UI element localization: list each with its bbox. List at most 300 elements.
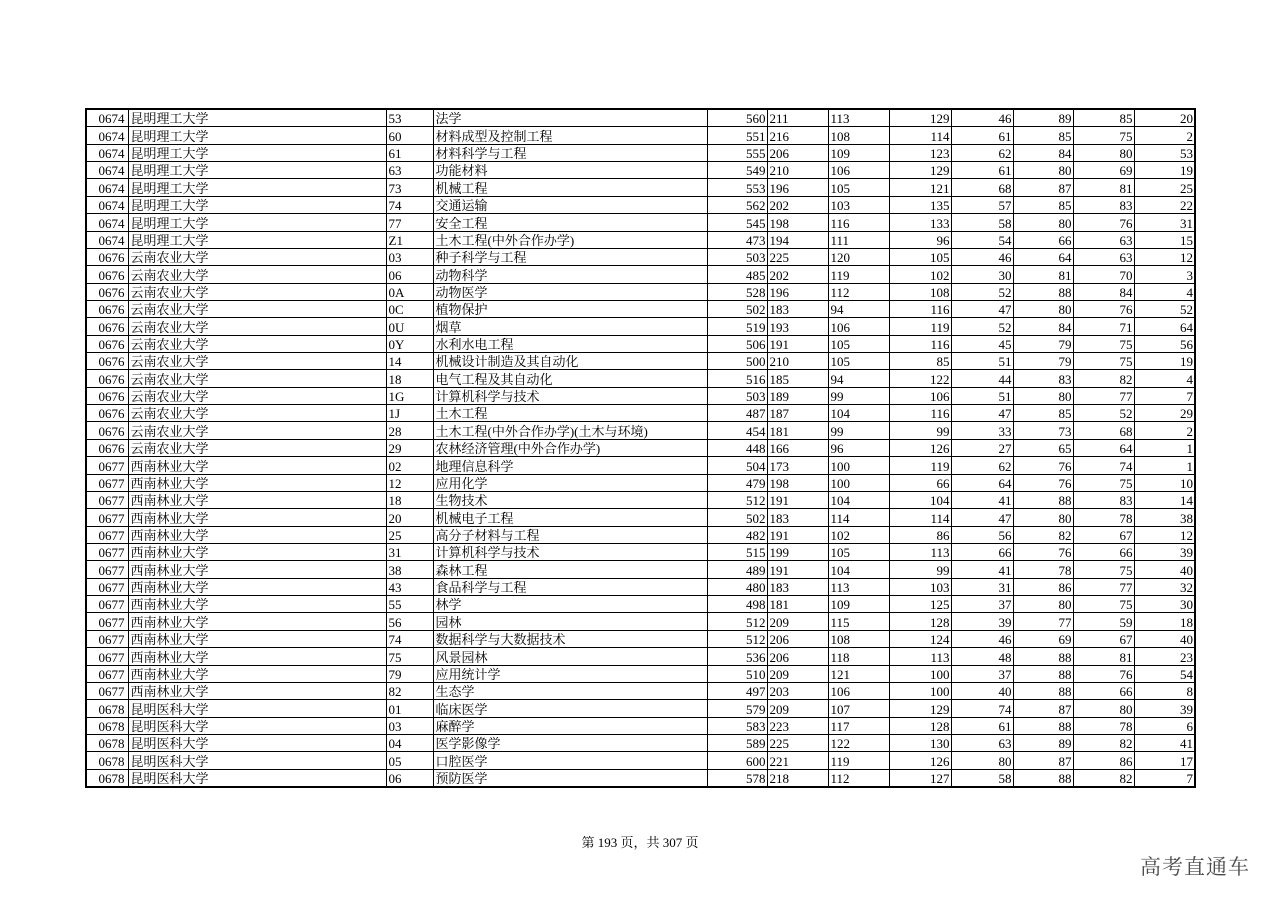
value-col12-cell: 39 xyxy=(1134,700,1195,717)
value-col6-cell: 202 xyxy=(767,266,828,283)
value-col6-cell: 198 xyxy=(767,474,828,491)
school-name-cell: 昆明医科大学 xyxy=(128,700,386,717)
value-col11-cell: 63 xyxy=(1073,231,1134,248)
school-code-cell: 0677 xyxy=(86,578,128,595)
value-col7-cell: 116 xyxy=(828,214,889,231)
major-code-cell: 82 xyxy=(386,682,433,699)
value-col6-cell: 225 xyxy=(767,734,828,751)
major-code-cell: 29 xyxy=(386,439,433,456)
value-col8-cell: 96 xyxy=(889,231,951,248)
value-col5-cell: 560 xyxy=(707,109,767,127)
value-col9-cell: 68 xyxy=(951,179,1013,196)
value-col5-cell: 497 xyxy=(707,682,767,699)
value-col8-cell: 127 xyxy=(889,769,951,787)
value-col10-cell: 88 xyxy=(1013,648,1073,665)
value-col12-cell: 19 xyxy=(1134,353,1195,370)
value-col12-cell: 12 xyxy=(1134,526,1195,543)
school-code-cell: 0676 xyxy=(86,370,128,387)
major-code-cell: 31 xyxy=(386,543,433,560)
value-col7-cell: 106 xyxy=(828,682,889,699)
value-col11-cell: 69 xyxy=(1073,162,1134,179)
value-col7-cell: 117 xyxy=(828,717,889,734)
value-col11-cell: 76 xyxy=(1073,214,1134,231)
table-row xyxy=(86,266,1195,283)
value-col12-cell: 53 xyxy=(1134,144,1195,161)
table-row xyxy=(86,648,1195,665)
school-name-cell: 昆明理工大学 xyxy=(128,231,386,248)
value-col7-cell: 105 xyxy=(828,543,889,560)
table-row xyxy=(86,231,1195,248)
school-code-cell: 0674 xyxy=(86,162,128,179)
value-col5-cell: 498 xyxy=(707,596,767,613)
major-name-cell: 烟草 xyxy=(433,318,707,335)
school-name-cell: 昆明医科大学 xyxy=(128,769,386,787)
school-name-cell: 西南林业大学 xyxy=(128,682,386,699)
value-col5-cell: 503 xyxy=(707,248,767,265)
value-col8-cell: 103 xyxy=(889,578,951,595)
school-code-cell: 0677 xyxy=(86,526,128,543)
major-name-cell: 生态学 xyxy=(433,682,707,699)
school-code-cell: 0676 xyxy=(86,439,128,456)
value-col11-cell: 75 xyxy=(1073,127,1134,144)
major-code-cell: 06 xyxy=(386,769,433,787)
value-col8-cell: 129 xyxy=(889,162,951,179)
value-col12-cell: 2 xyxy=(1134,422,1195,439)
school-name-cell: 西南林业大学 xyxy=(128,596,386,613)
value-col5-cell: 473 xyxy=(707,231,767,248)
value-col10-cell: 88 xyxy=(1013,717,1073,734)
value-col11-cell: 83 xyxy=(1073,196,1134,213)
table-row xyxy=(86,127,1195,144)
value-col11-cell: 74 xyxy=(1073,457,1134,474)
value-col9-cell: 54 xyxy=(951,231,1013,248)
school-name-cell: 云南农业大学 xyxy=(128,300,386,317)
school-name-cell: 西南林业大学 xyxy=(128,491,386,508)
value-col11-cell: 67 xyxy=(1073,526,1134,543)
value-col8-cell: 119 xyxy=(889,457,951,474)
value-col7-cell: 120 xyxy=(828,248,889,265)
value-col11-cell: 75 xyxy=(1073,335,1134,352)
value-col12-cell: 23 xyxy=(1134,648,1195,665)
major-name-cell: 材料科学与工程 xyxy=(433,144,707,161)
value-col12-cell: 7 xyxy=(1134,769,1195,787)
value-col8-cell: 99 xyxy=(889,561,951,578)
school-name-cell: 云南农业大学 xyxy=(128,370,386,387)
value-col7-cell: 109 xyxy=(828,596,889,613)
value-col10-cell: 85 xyxy=(1013,196,1073,213)
value-col7-cell: 104 xyxy=(828,491,889,508)
value-col6-cell: 206 xyxy=(767,630,828,647)
value-col5-cell: 479 xyxy=(707,474,767,491)
value-col11-cell: 78 xyxy=(1073,717,1134,734)
major-code-cell: 14 xyxy=(386,353,433,370)
value-col5-cell: 555 xyxy=(707,144,767,161)
table-row xyxy=(86,214,1195,231)
value-col9-cell: 63 xyxy=(951,734,1013,751)
value-col11-cell: 82 xyxy=(1073,370,1134,387)
value-col10-cell: 89 xyxy=(1013,734,1073,751)
value-col5-cell: 515 xyxy=(707,543,767,560)
value-col11-cell: 71 xyxy=(1073,318,1134,335)
table-row xyxy=(86,162,1195,179)
value-col11-cell: 82 xyxy=(1073,734,1134,751)
table-row xyxy=(86,700,1195,717)
value-col8-cell: 105 xyxy=(889,248,951,265)
value-col12-cell: 18 xyxy=(1134,613,1195,630)
major-name-cell: 预防医学 xyxy=(433,769,707,787)
major-name-cell: 林学 xyxy=(433,596,707,613)
school-code-cell: 0676 xyxy=(86,405,128,422)
value-col6-cell: 210 xyxy=(767,162,828,179)
value-col6-cell: 191 xyxy=(767,561,828,578)
major-code-cell: 03 xyxy=(386,248,433,265)
value-col9-cell: 41 xyxy=(951,491,1013,508)
school-code-cell: 0677 xyxy=(86,474,128,491)
value-col7-cell: 111 xyxy=(828,231,889,248)
value-col8-cell: 135 xyxy=(889,196,951,213)
value-col5-cell: 583 xyxy=(707,717,767,734)
major-code-cell: 20 xyxy=(386,509,433,526)
value-col9-cell: 58 xyxy=(951,214,1013,231)
value-col7-cell: 103 xyxy=(828,196,889,213)
major-code-cell: 75 xyxy=(386,648,433,665)
value-col11-cell: 81 xyxy=(1073,648,1134,665)
value-col8-cell: 126 xyxy=(889,439,951,456)
school-code-cell: 0678 xyxy=(86,752,128,769)
value-col9-cell: 56 xyxy=(951,526,1013,543)
value-col11-cell: 80 xyxy=(1073,144,1134,161)
value-col10-cell: 88 xyxy=(1013,682,1073,699)
table-row xyxy=(86,613,1195,630)
value-col9-cell: 45 xyxy=(951,335,1013,352)
table-body xyxy=(86,109,1195,787)
major-name-cell: 食品科学与工程 xyxy=(433,578,707,595)
school-code-cell: 0678 xyxy=(86,717,128,734)
school-name-cell: 昆明理工大学 xyxy=(128,144,386,161)
value-col12-cell: 4 xyxy=(1134,370,1195,387)
value-col11-cell: 66 xyxy=(1073,543,1134,560)
value-col7-cell: 100 xyxy=(828,457,889,474)
value-col12-cell: 6 xyxy=(1134,717,1195,734)
value-col10-cell: 89 xyxy=(1013,109,1073,127)
value-col5-cell: 528 xyxy=(707,283,767,300)
major-code-cell: 04 xyxy=(386,734,433,751)
value-col8-cell: 106 xyxy=(889,387,951,404)
major-code-cell: 18 xyxy=(386,491,433,508)
major-name-cell: 应用化学 xyxy=(433,474,707,491)
school-name-cell: 云南农业大学 xyxy=(128,405,386,422)
major-code-cell: 06 xyxy=(386,266,433,283)
table-row xyxy=(86,682,1195,699)
value-col9-cell: 64 xyxy=(951,474,1013,491)
school-code-cell: 0678 xyxy=(86,700,128,717)
school-code-cell: 0677 xyxy=(86,509,128,526)
value-col6-cell: 203 xyxy=(767,682,828,699)
value-col5-cell: 545 xyxy=(707,214,767,231)
school-code-cell: 0674 xyxy=(86,231,128,248)
school-code-cell: 0676 xyxy=(86,283,128,300)
school-name-cell: 云南农业大学 xyxy=(128,353,386,370)
value-col6-cell: 198 xyxy=(767,214,828,231)
value-col10-cell: 88 xyxy=(1013,491,1073,508)
major-name-cell: 地理信息科学 xyxy=(433,457,707,474)
value-col10-cell: 81 xyxy=(1013,266,1073,283)
school-name-cell: 西南林业大学 xyxy=(128,474,386,491)
value-col9-cell: 62 xyxy=(951,144,1013,161)
value-col6-cell: 183 xyxy=(767,509,828,526)
value-col8-cell: 116 xyxy=(889,405,951,422)
value-col12-cell: 3 xyxy=(1134,266,1195,283)
major-name-cell: 机械电子工程 xyxy=(433,509,707,526)
major-name-cell: 口腔医学 xyxy=(433,752,707,769)
value-col11-cell: 86 xyxy=(1073,752,1134,769)
major-name-cell: 应用统计学 xyxy=(433,665,707,682)
major-name-cell: 土木工程 xyxy=(433,405,707,422)
value-col6-cell: 173 xyxy=(767,457,828,474)
value-col8-cell: 102 xyxy=(889,266,951,283)
major-name-cell: 动物医学 xyxy=(433,283,707,300)
value-col11-cell: 85 xyxy=(1073,109,1134,127)
value-col6-cell: 187 xyxy=(767,405,828,422)
table-row xyxy=(86,769,1195,787)
school-name-cell: 云南农业大学 xyxy=(128,387,386,404)
major-name-cell: 临床医学 xyxy=(433,700,707,717)
value-col10-cell: 88 xyxy=(1013,769,1073,787)
major-name-cell: 土木工程(中外合作办学)(土木与环境) xyxy=(433,422,707,439)
value-col8-cell: 121 xyxy=(889,179,951,196)
value-col5-cell: 553 xyxy=(707,179,767,196)
value-col12-cell: 39 xyxy=(1134,543,1195,560)
value-col7-cell: 105 xyxy=(828,353,889,370)
value-col8-cell: 99 xyxy=(889,422,951,439)
table-row xyxy=(86,596,1195,613)
value-col9-cell: 61 xyxy=(951,162,1013,179)
major-code-cell: 74 xyxy=(386,196,433,213)
value-col8-cell: 128 xyxy=(889,717,951,734)
value-col12-cell: 8 xyxy=(1134,682,1195,699)
value-col7-cell: 119 xyxy=(828,266,889,283)
value-col10-cell: 85 xyxy=(1013,127,1073,144)
value-col9-cell: 74 xyxy=(951,700,1013,717)
value-col9-cell: 39 xyxy=(951,613,1013,630)
major-name-cell: 功能材料 xyxy=(433,162,707,179)
value-col10-cell: 79 xyxy=(1013,353,1073,370)
value-col10-cell: 76 xyxy=(1013,474,1073,491)
value-col11-cell: 63 xyxy=(1073,248,1134,265)
value-col11-cell: 77 xyxy=(1073,578,1134,595)
value-col10-cell: 87 xyxy=(1013,700,1073,717)
value-col11-cell: 84 xyxy=(1073,283,1134,300)
value-col8-cell: 122 xyxy=(889,370,951,387)
major-code-cell: 05 xyxy=(386,752,433,769)
value-col11-cell: 75 xyxy=(1073,561,1134,578)
school-name-cell: 西南林业大学 xyxy=(128,665,386,682)
value-col5-cell: 510 xyxy=(707,665,767,682)
table-row xyxy=(86,578,1195,595)
value-col6-cell: 221 xyxy=(767,752,828,769)
value-col7-cell: 114 xyxy=(828,509,889,526)
value-col8-cell: 100 xyxy=(889,682,951,699)
value-col5-cell: 512 xyxy=(707,491,767,508)
school-name-cell: 西南林业大学 xyxy=(128,578,386,595)
table-row xyxy=(86,422,1195,439)
value-col7-cell: 122 xyxy=(828,734,889,751)
value-col12-cell: 30 xyxy=(1134,596,1195,613)
major-code-cell: 53 xyxy=(386,109,433,127)
table-row xyxy=(86,543,1195,560)
school-name-cell: 西南林业大学 xyxy=(128,561,386,578)
value-col9-cell: 47 xyxy=(951,509,1013,526)
value-col11-cell: 67 xyxy=(1073,630,1134,647)
table-row xyxy=(86,144,1195,161)
table-row xyxy=(86,526,1195,543)
value-col10-cell: 84 xyxy=(1013,318,1073,335)
school-name-cell: 昆明理工大学 xyxy=(128,196,386,213)
value-col9-cell: 46 xyxy=(951,109,1013,127)
school-code-cell: 0674 xyxy=(86,179,128,196)
value-col12-cell: 41 xyxy=(1134,734,1195,751)
table-row xyxy=(86,474,1195,491)
school-code-cell: 0676 xyxy=(86,353,128,370)
value-col9-cell: 52 xyxy=(951,318,1013,335)
value-col8-cell: 113 xyxy=(889,648,951,665)
value-col7-cell: 106 xyxy=(828,318,889,335)
table-row xyxy=(86,318,1195,335)
major-name-cell: 农林经济管理(中外合作办学) xyxy=(433,439,707,456)
school-code-cell: 0677 xyxy=(86,596,128,613)
table-row xyxy=(86,196,1195,213)
value-col8-cell: 125 xyxy=(889,596,951,613)
value-col6-cell: 225 xyxy=(767,248,828,265)
school-name-cell: 昆明理工大学 xyxy=(128,214,386,231)
value-col8-cell: 86 xyxy=(889,526,951,543)
table-row xyxy=(86,752,1195,769)
major-name-cell: 安全工程 xyxy=(433,214,707,231)
school-code-cell: 0674 xyxy=(86,144,128,161)
table-row xyxy=(86,179,1195,196)
value-col9-cell: 31 xyxy=(951,578,1013,595)
value-col8-cell: 114 xyxy=(889,127,951,144)
school-name-cell: 云南农业大学 xyxy=(128,335,386,352)
table-row xyxy=(86,335,1195,352)
table-row xyxy=(86,353,1195,370)
value-col9-cell: 51 xyxy=(951,353,1013,370)
value-col8-cell: 126 xyxy=(889,752,951,769)
value-col6-cell: 199 xyxy=(767,543,828,560)
value-col8-cell: 116 xyxy=(889,335,951,352)
value-col9-cell: 46 xyxy=(951,248,1013,265)
value-col8-cell: 116 xyxy=(889,300,951,317)
value-col9-cell: 58 xyxy=(951,769,1013,787)
school-name-cell: 西南林业大学 xyxy=(128,543,386,560)
value-col5-cell: 448 xyxy=(707,439,767,456)
value-col6-cell: 216 xyxy=(767,127,828,144)
value-col11-cell: 64 xyxy=(1073,439,1134,456)
value-col8-cell: 133 xyxy=(889,214,951,231)
value-col11-cell: 52 xyxy=(1073,405,1134,422)
school-name-cell: 西南林业大学 xyxy=(128,457,386,474)
major-code-cell: 0U xyxy=(386,318,433,335)
major-name-cell: 计算机科学与技术 xyxy=(433,387,707,404)
school-code-cell: 0677 xyxy=(86,491,128,508)
school-code-cell: 0674 xyxy=(86,127,128,144)
school-name-cell: 云南农业大学 xyxy=(128,439,386,456)
school-code-cell: 0677 xyxy=(86,561,128,578)
school-code-cell: 0674 xyxy=(86,109,128,127)
value-col7-cell: 108 xyxy=(828,127,889,144)
value-col10-cell: 80 xyxy=(1013,387,1073,404)
value-col5-cell: 503 xyxy=(707,387,767,404)
value-col7-cell: 109 xyxy=(828,144,889,161)
value-col5-cell: 589 xyxy=(707,734,767,751)
major-name-cell: 高分子材料与工程 xyxy=(433,526,707,543)
school-name-cell: 西南林业大学 xyxy=(128,509,386,526)
school-code-cell: 0677 xyxy=(86,630,128,647)
value-col6-cell: 181 xyxy=(767,422,828,439)
value-col5-cell: 519 xyxy=(707,318,767,335)
value-col11-cell: 66 xyxy=(1073,682,1134,699)
value-col11-cell: 83 xyxy=(1073,491,1134,508)
value-col11-cell: 78 xyxy=(1073,509,1134,526)
school-name-cell: 云南农业大学 xyxy=(128,422,386,439)
value-col8-cell: 104 xyxy=(889,491,951,508)
table-row xyxy=(86,509,1195,526)
value-col11-cell: 76 xyxy=(1073,300,1134,317)
major-code-cell: 43 xyxy=(386,578,433,595)
school-name-cell: 昆明医科大学 xyxy=(128,752,386,769)
major-code-cell: 1G xyxy=(386,387,433,404)
value-col8-cell: 129 xyxy=(889,109,951,127)
score-table xyxy=(85,108,1196,788)
table-row xyxy=(86,248,1195,265)
value-col10-cell: 86 xyxy=(1013,578,1073,595)
value-col11-cell: 75 xyxy=(1073,353,1134,370)
school-code-cell: 0674 xyxy=(86,214,128,231)
value-col6-cell: 206 xyxy=(767,144,828,161)
value-col12-cell: 40 xyxy=(1134,630,1195,647)
value-col5-cell: 504 xyxy=(707,457,767,474)
value-col5-cell: 506 xyxy=(707,335,767,352)
major-code-cell: 56 xyxy=(386,613,433,630)
school-code-cell: 0677 xyxy=(86,457,128,474)
school-code-cell: 0676 xyxy=(86,300,128,317)
major-code-cell: 79 xyxy=(386,665,433,682)
value-col11-cell: 77 xyxy=(1073,387,1134,404)
value-col12-cell: 38 xyxy=(1134,509,1195,526)
value-col6-cell: 183 xyxy=(767,578,828,595)
school-name-cell: 云南农业大学 xyxy=(128,266,386,283)
major-code-cell: 73 xyxy=(386,179,433,196)
table-row xyxy=(86,439,1195,456)
table-row xyxy=(86,561,1195,578)
value-col11-cell: 75 xyxy=(1073,596,1134,613)
school-code-cell: 0676 xyxy=(86,266,128,283)
value-col8-cell: 114 xyxy=(889,509,951,526)
value-col9-cell: 61 xyxy=(951,717,1013,734)
major-code-cell: Z1 xyxy=(386,231,433,248)
value-col5-cell: 579 xyxy=(707,700,767,717)
value-col6-cell: 196 xyxy=(767,283,828,300)
value-col7-cell: 99 xyxy=(828,387,889,404)
value-col8-cell: 129 xyxy=(889,700,951,717)
value-col9-cell: 66 xyxy=(951,543,1013,560)
value-col7-cell: 118 xyxy=(828,648,889,665)
school-code-cell: 0677 xyxy=(86,613,128,630)
school-name-cell: 云南农业大学 xyxy=(128,318,386,335)
value-col9-cell: 37 xyxy=(951,665,1013,682)
school-name-cell: 昆明医科大学 xyxy=(128,734,386,751)
value-col12-cell: 25 xyxy=(1134,179,1195,196)
